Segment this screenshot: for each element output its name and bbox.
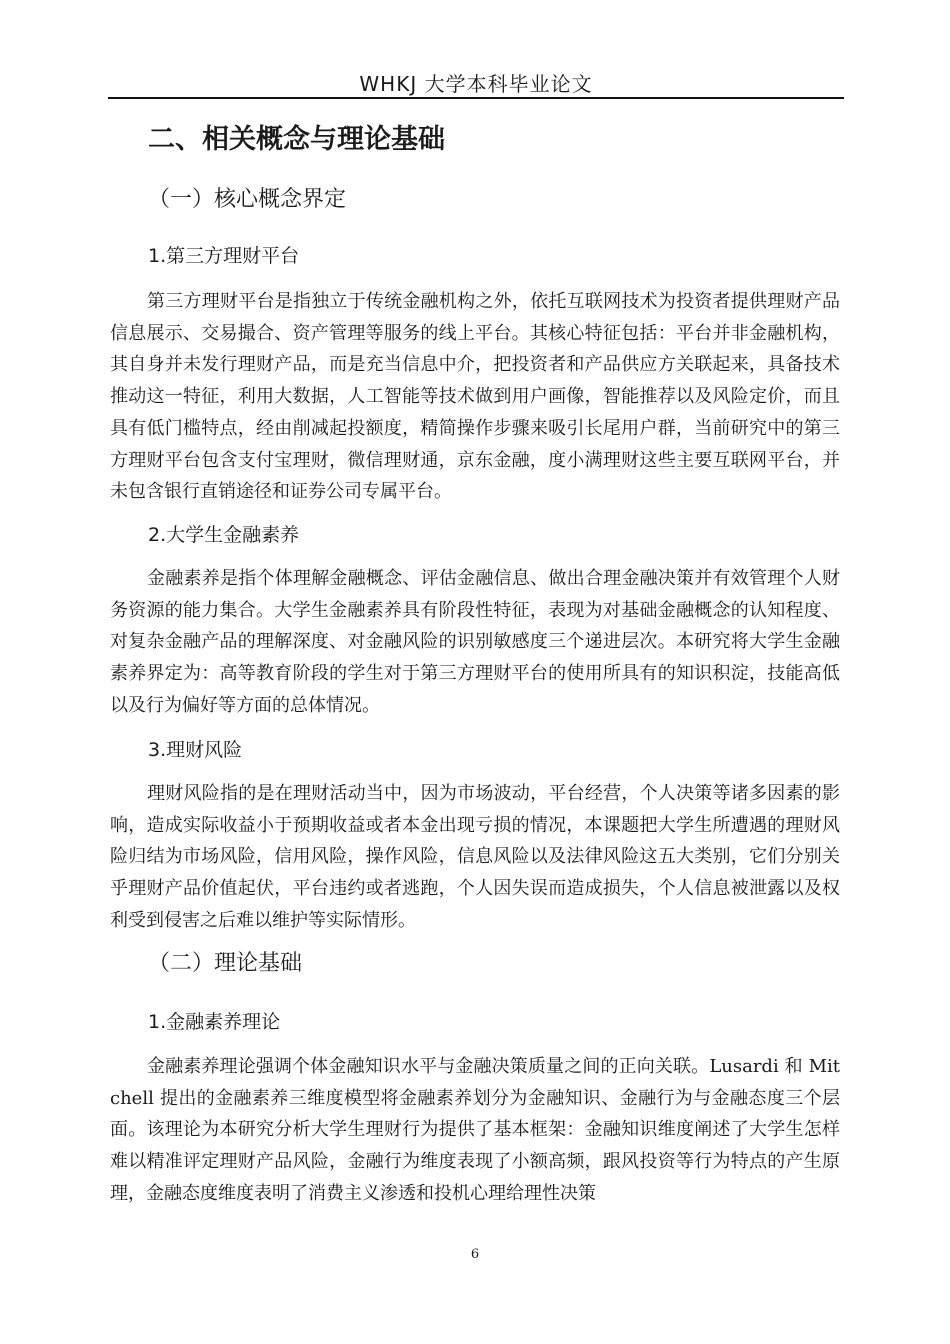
chapter-title: 二、相关概念与理论基础	[148, 124, 445, 155]
page-number: 6	[470, 1247, 480, 1262]
paragraph-literacy-theory: 金融素养理论强调个体金融知识水平与金融决策质量之间的正向关联。Lusardi 和 Mitchell 提出的金融素养三维度模型将金融素养划分为金融知识、金融行为与金融态度三个层面。该理论为本研究分析大学生理财行为提供了基本框架：金融知识维度阐述了大学生怎样难以精准评定理财产品风险，金融行为维度表现了小额高频，跟风投资等行为特点的产生原理，金融态度维度表明了消费主义渗透和投机心理给理性决策	[110, 1056, 840, 1204]
subsection-heading-platform: 1.第三方理财平台	[148, 245, 300, 267]
running-header: WHKJ 大学本科毕业论文	[359, 72, 593, 96]
paragraph-platform: 第三方理财平台是指独立于传统金融机构之外，依托互联网技术为投资者提供理财产品信息展示、交易撮合、资产管理等服务的线上平台。其核心特征包括：平台并非金融机构，其自身并未发行理财产品，而是充当信息中介，把投资者和产品供应方关联起来，具备技术推动这一特征，利用大数据，人工智能等技术做到用户画像，智能推荐以及风险定价，而且具有低门槛特点，经由削减起投额度，精简操作步骤来吸引长尾用户群，当前研究中的第三方理财平台包含支付宝理财，微信理财通，京东金融，度小满理财这些主要互联网平台，并未包含银行直销途径和证券公司专属平台。	[110, 291, 840, 503]
paragraph-risk: 理财风险指的是在理财活动当中，因为市场波动，平台经营，个人决策等诸多因素的影响，造成实际收益小于预期收益或者本金出现亏损的情况，本课题把大学生所遭遇的理财风险归结为市场风险，信用风险，操作风险，信息风险以及法律风险这五大类别，它们分别关乎理财产品价值起伏，平台违约或者逃跑，个人因失误而造成损失，个人信息被泄露以及权利受到侵害之后难以维护等实际情形。	[110, 783, 840, 931]
section-heading-theory: （二）理论基础	[148, 951, 303, 976]
paragraph-literacy: 金融素养是指个体理解金融概念、评估金融信息、做出合理金融决策并有效管理个人财务资源的能力集合。大学生金融素养具有阶段性特征，表现为对基础金融概念的认知程度、对复杂金融产品的理解深度、对金融风险的识别敏感度三个递进层次。本研究将大学生金融素养界定为：高等教育阶段的学生对于第三方理财平台的使用所具有的知识积淀，技能高低以及行为偏好等方面的总体情况。	[110, 568, 840, 716]
subsection-heading-literacy-theory: 1.金融素养理论	[148, 1011, 281, 1033]
section-heading-concepts: （一）核心概念界定	[148, 187, 347, 212]
subsection-heading-risk: 3.理财风险	[148, 739, 243, 761]
subsection-heading-literacy: 2.大学生金融素养	[148, 524, 300, 546]
header-rule	[108, 97, 844, 99]
